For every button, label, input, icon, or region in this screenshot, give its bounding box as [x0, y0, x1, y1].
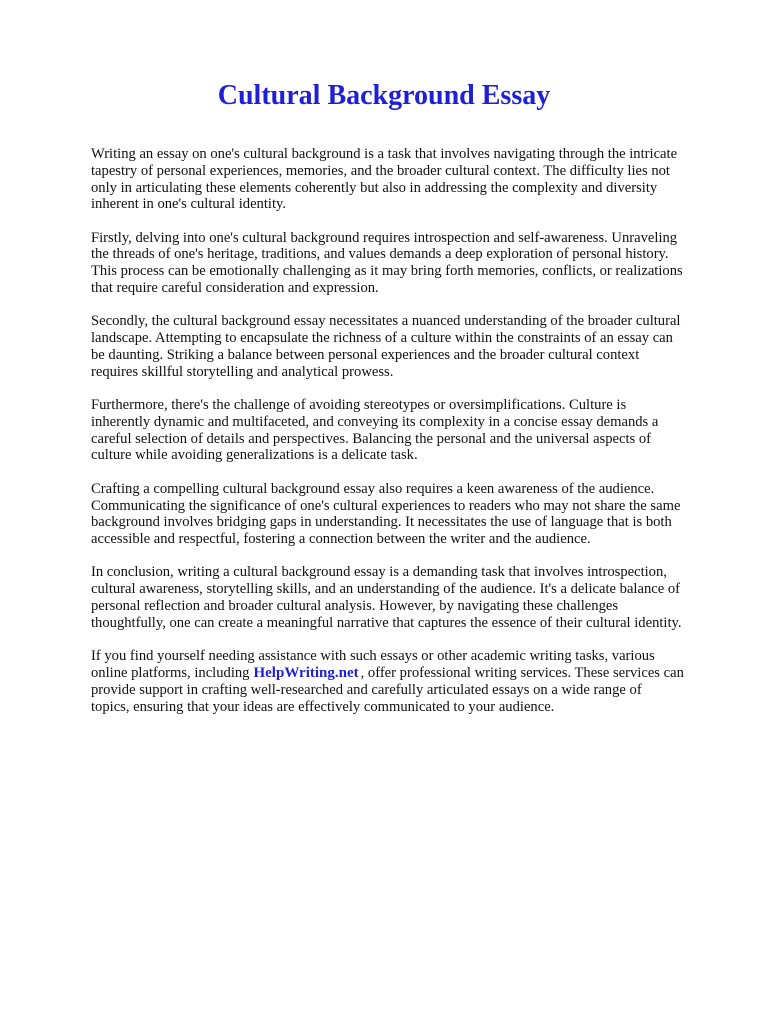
- essay-title: Cultural Background Essay: [217, 80, 551, 111]
- text-segment: online platforms, including: [91, 664, 250, 681]
- text-line: Writing an essay on one's cultural background is a task that involves navigating through the intricate: [91, 146, 678, 162]
- text-line: topics, ensuring that your ideas are effectively communicated to your audience.: [91, 698, 555, 715]
- text-line: This process can be emotionally challenging as it may bring forth memories, conflicts, or realizations: [91, 263, 683, 280]
- text-line: provide support in crafting well-researched and carefully articulated essays on a wide range of: [91, 681, 642, 698]
- text-line: careful selection of details and perspectives. Balancing the personal and the universal aspects of: [91, 430, 652, 447]
- text-line: thoughtfully, one can create a meaningful narrative that captures the essence of their cultural identity.: [91, 614, 682, 631]
- paragraph-assistance: [91, 648, 731, 715]
- text-line: personal reflection and broader cultural analysis. However, by navigating these challenges: [91, 598, 619, 615]
- text-segment: , offer professional writing services. These services can: [360, 664, 684, 681]
- paragraph-furthermore: [91, 397, 731, 464]
- text-line: culture while avoiding generalizations is a delicate task.: [91, 447, 418, 464]
- text-line: that require careful consideration and expression.: [91, 280, 379, 297]
- text-line: Crafting a compelling cultural background essay also requires a keen awareness of the audience.: [91, 480, 655, 497]
- essay-body: [91, 146, 731, 732]
- text-line: background involves bridging gaps in understanding. It necessitates the use of language that is both: [91, 514, 672, 531]
- paragraph-firstly: [91, 230, 731, 297]
- text-line: Secondly, the cultural background essay necessitates a nuanced understanding of the broader cultural: [91, 313, 681, 330]
- text-line: cultural awareness, storytelling skills, and an understanding of the audience. It's a delicate balance of: [91, 581, 681, 598]
- paragraph-crafting: [91, 481, 731, 548]
- text-line: tapestry of personal experiences, memories, and the broader cultural context. The difficulty lies not: [91, 162, 670, 179]
- text-line: inherent in one's cultural identity.: [91, 196, 286, 213]
- text-line: inherently dynamic and multifaceted, and conveying its complexity in a concise essay demands a: [91, 413, 659, 430]
- text-line: the threads of one's heritage, traditions, and values demands a deep exploration of personal history.: [91, 246, 669, 263]
- paragraph-intro: [91, 146, 731, 213]
- text-line: Furthermore, there's the challenge of avoiding stereotypes or oversimplifications. Culture is: [91, 397, 627, 414]
- text-line: be daunting. Striking a balance between personal experiences and the broader cultural context: [91, 346, 640, 363]
- text-line: If you find yourself needing assistance with such essays or other academic writing tasks, various: [91, 648, 655, 665]
- text-line: Communicating the significance of one's cultural experiences to readers who may not share the same: [91, 497, 681, 514]
- text-line: only in articulating these elements coherently but also in addressing the complexity and diversity: [91, 179, 658, 196]
- text-line: In conclusion, writing a cultural background essay is a demanding task that involves introspection,: [91, 564, 667, 581]
- text-line: Firstly, delving into one's cultural background requires introspection and self-awareness. Unraveling: [91, 229, 678, 246]
- paragraph-secondly: [91, 313, 731, 380]
- helpwriting-link[interactable]: HelpWriting.net: [253, 664, 359, 681]
- text-line-with-link: [91, 665, 731, 682]
- paragraph-conclusion: [91, 564, 731, 631]
- text-line: requires skillful storytelling and analytical prowess.: [91, 363, 394, 380]
- text-line: landscape. Attempting to encapsulate the richness of a culture within the constraints of an essay can: [91, 330, 673, 347]
- text-line: accessible and respectful, fostering a connection between the writer and the audience.: [91, 531, 591, 548]
